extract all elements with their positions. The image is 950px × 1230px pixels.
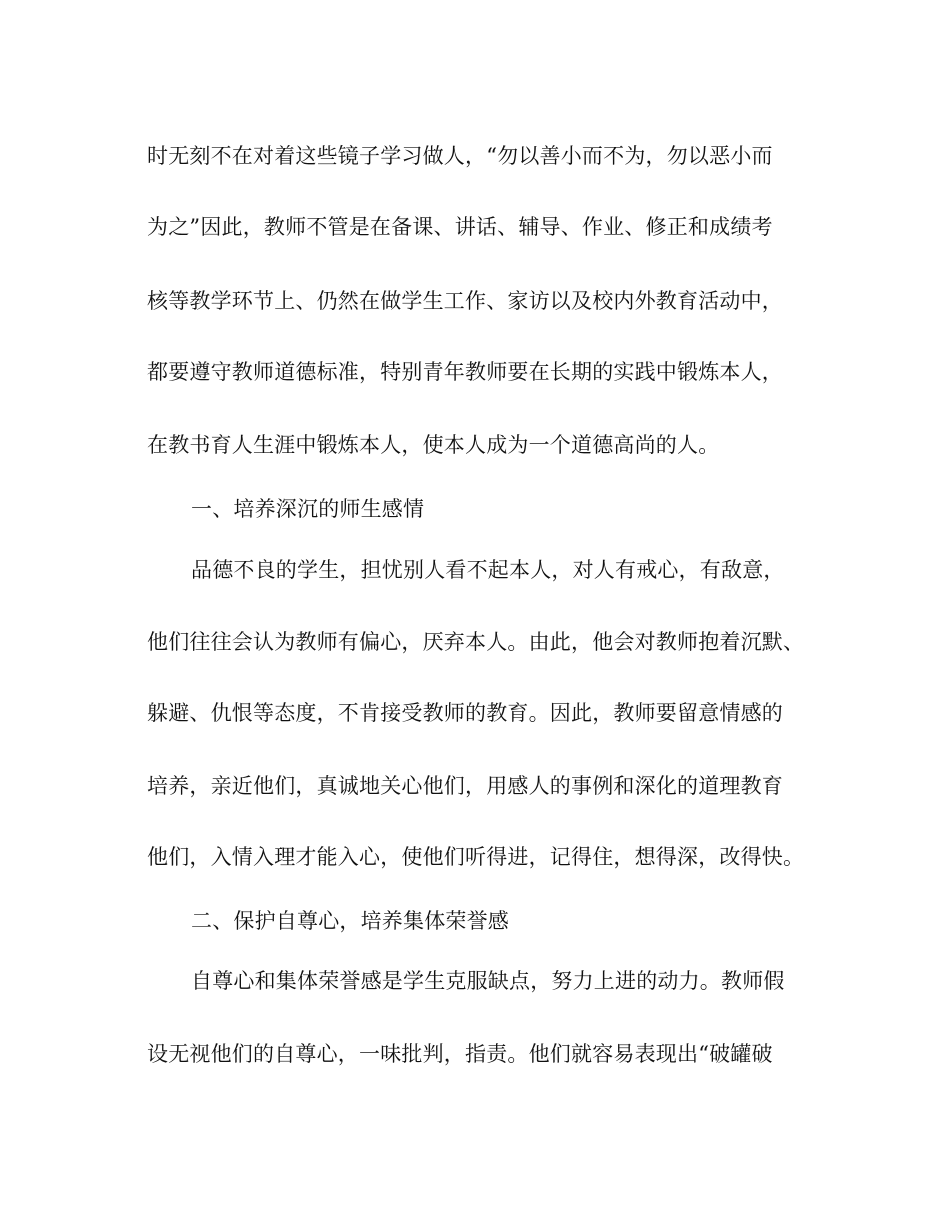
paragraph-line: 时无刻不在对着这些镜子学习做人，“勿以善小而不为，勿以恶小而 bbox=[147, 144, 773, 168]
paragraph-line: 躲避、仇恨等态度，不肯接受教师的教育。因此，教师要留意情感的 bbox=[147, 701, 783, 725]
paragraph-line: 设无视他们的自尊心，一味批判，指责。他们就容易表现出“破罐破 bbox=[147, 1042, 773, 1066]
paragraph-line: 核等教学环节上、仍然在做学生工作、家访以及校内外教育活动中， bbox=[147, 289, 783, 313]
paragraph-line: 品德不良的学生，担忧别人看不起本人，对人有戒心，有敌意， bbox=[191, 558, 785, 582]
paragraph-line: 他们往往会认为教师有偏心，厌弃本人。由此，他会对教师抱着沉默、 bbox=[147, 630, 805, 654]
paragraph-line: 培养，亲近他们，真诚地关心他们，用感人的事例和深化的道理教育 bbox=[147, 774, 783, 798]
paragraph-line: 都要遵守教师道德标准，特别青年教师要在长期的实践中锻炼本人， bbox=[147, 360, 783, 384]
paragraph-line: 为之”因此，教师不管是在备课、讲话、辅导、作业、修正和成绩考 bbox=[147, 215, 773, 239]
section-heading: 二、保护自尊心，培养集体荣誉感 bbox=[191, 909, 509, 933]
section-heading: 一、培养深沉的师生感情 bbox=[191, 497, 425, 521]
paragraph-line: 他们，入情入理才能入心，使他们听得进，记得住，想得深，改得快。 bbox=[147, 845, 805, 869]
paragraph-line: 在教书育人生涯中锻炼本人，使本人成为一个道德高尚的人。 bbox=[147, 433, 720, 457]
paragraph-line: 自尊心和集体荣誉感是学生克服缺点，努力上进的动力。教师假 bbox=[191, 969, 785, 993]
